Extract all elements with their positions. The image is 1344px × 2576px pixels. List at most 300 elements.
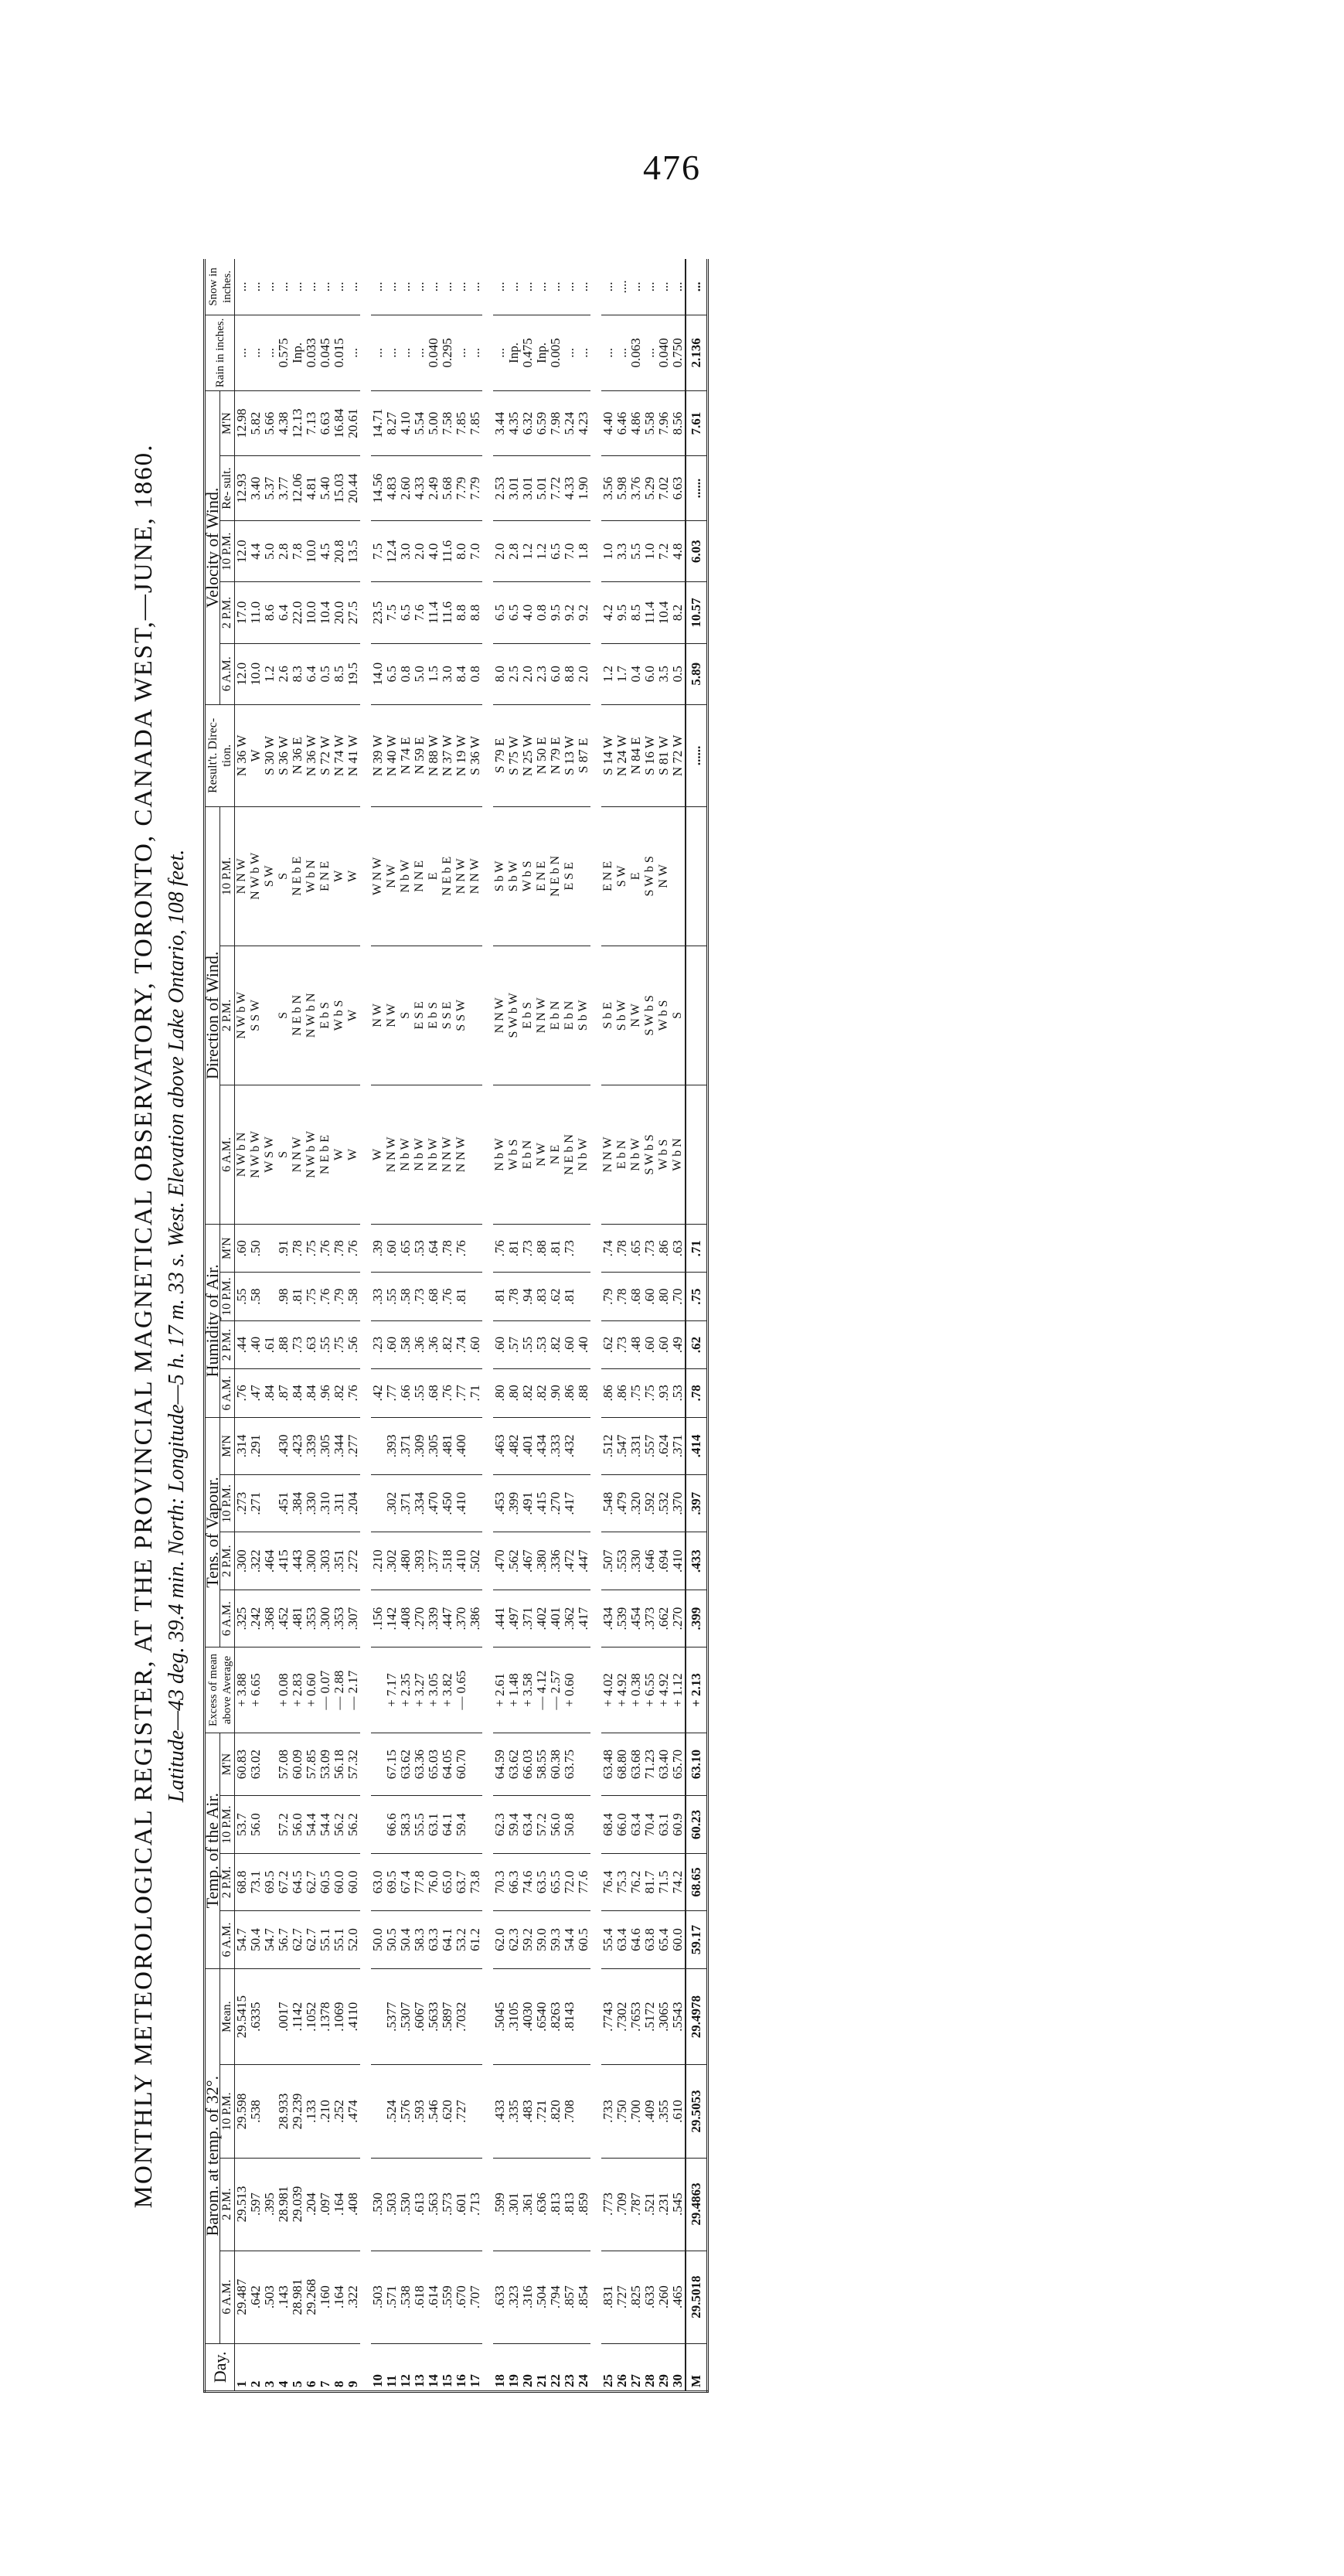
cell-barom-mean bbox=[468, 1968, 482, 2065]
cell-temp-10pm bbox=[371, 1796, 385, 1853]
header-snow: Snow in inches. bbox=[205, 259, 235, 315]
cell-direction-2pm: E S E bbox=[413, 946, 427, 1085]
cell-day: 18 bbox=[493, 2343, 507, 2391]
cell-day: 7 bbox=[318, 2343, 332, 2391]
cell-snow: ... bbox=[332, 259, 346, 315]
cell-barom-6am: .164 bbox=[332, 2251, 346, 2343]
cell-direction-6am: N E bbox=[549, 1085, 563, 1224]
cell-temp-mean: 63.62 bbox=[507, 1733, 521, 1796]
cell-temp-mean: 63.62 bbox=[399, 1733, 413, 1796]
cell-barom-10pm bbox=[263, 2065, 277, 2158]
cell-rain: ... bbox=[577, 315, 590, 390]
cell-snow: .... bbox=[615, 259, 629, 315]
cell-velocity-6am: 6.0 bbox=[643, 643, 657, 704]
cell-velocity-2pm: 9.2 bbox=[563, 582, 577, 643]
cell-direction-10pm: N E b N bbox=[549, 806, 563, 946]
cell-barom-2pm: .813 bbox=[563, 2158, 577, 2251]
cell-temp-6am: 60.0 bbox=[671, 1911, 686, 1968]
cell-vapour-mean: .331 bbox=[629, 1417, 643, 1474]
cell-snow: ... bbox=[657, 259, 671, 315]
cell-direction-6am: N W b N bbox=[235, 1085, 250, 1224]
cell-temp-mean: 68.80 bbox=[615, 1733, 629, 1796]
cell-temp-10pm: 54.4 bbox=[318, 1796, 332, 1853]
cell-day: 29 bbox=[657, 2343, 671, 2391]
cell-humidity-mean: .73 bbox=[563, 1224, 577, 1272]
cell-day: 13 bbox=[413, 2343, 427, 2391]
cell-vapour-6am: .270 bbox=[671, 1590, 686, 1647]
table-row bbox=[521, 259, 535, 2392]
cell-resultant-direction: N 41 W bbox=[346, 704, 360, 806]
cell-vapour-2pm: .302 bbox=[385, 1532, 399, 1590]
cell-humidity-2pm: .82 bbox=[441, 1320, 454, 1368]
cell-direction-2pm: E b S bbox=[521, 946, 535, 1085]
cell-humidity-2pm: .23 bbox=[371, 1320, 385, 1368]
cell-velocity-6am: 2.3 bbox=[535, 643, 549, 704]
cell-velocity-6am: 14.0 bbox=[371, 643, 385, 704]
cell-direction-2pm: N W b W bbox=[235, 946, 250, 1085]
cell-snow: ... bbox=[399, 259, 413, 315]
cell-humidity-10pm: .79 bbox=[332, 1273, 346, 1320]
cell-humidity-10pm: .62 bbox=[549, 1273, 563, 1320]
cell-velocity-2pm: 6.4 bbox=[277, 582, 291, 643]
cell-barom-6am: .260 bbox=[657, 2251, 671, 2343]
cell-direction-2pm: S b E bbox=[601, 946, 615, 1085]
cell-temp-6am: 63.4 bbox=[615, 1911, 629, 1968]
cell-resultant-direction: N 74 E bbox=[399, 704, 413, 806]
cell-humidity-6am: .42 bbox=[371, 1369, 385, 1417]
cell-direction-10pm bbox=[577, 806, 590, 946]
cell-humidity-10pm: .58 bbox=[249, 1273, 263, 1320]
table-row bbox=[346, 259, 360, 2392]
cell-barom-6am: .642 bbox=[249, 2251, 263, 2343]
cell-vapour-mean: .414 bbox=[686, 1417, 708, 1474]
cell-velocity-result: 5.40 bbox=[318, 456, 332, 521]
cell-vapour-mean: .291 bbox=[249, 1417, 263, 1474]
cell-vapour-mean: .305 bbox=[318, 1417, 332, 1474]
cell-barom-2pm: .530 bbox=[399, 2158, 413, 2251]
cell-temp-6am: 59.17 bbox=[686, 1911, 708, 1968]
cell-vapour-mean: .371 bbox=[671, 1417, 686, 1474]
cell-vapour-2pm: .351 bbox=[332, 1532, 346, 1590]
cell-direction-2pm bbox=[263, 946, 277, 1085]
subheader-mean: M'N bbox=[220, 1733, 235, 1796]
cell-humidity-mean: .53 bbox=[413, 1224, 427, 1272]
subheader-2pm: 2 P.M. bbox=[220, 582, 235, 643]
subheader-6am: 6 A.M. bbox=[220, 1911, 235, 1968]
cell-temp-mean: 60.38 bbox=[549, 1733, 563, 1796]
cell-direction-10pm: N W b W bbox=[249, 806, 263, 946]
cell-velocity-2pm: 11.0 bbox=[249, 582, 263, 643]
cell-excess: — 0.65 bbox=[454, 1647, 468, 1733]
cell-vapour-mean: .344 bbox=[332, 1417, 346, 1474]
cell-humidity-2pm: .40 bbox=[249, 1320, 263, 1368]
cell-temp-6am: 60.5 bbox=[577, 1911, 590, 1968]
cell-barom-6am: .854 bbox=[577, 2251, 590, 2343]
cell-vapour-mean bbox=[468, 1417, 482, 1474]
cell-velocity-mean: 6.63 bbox=[318, 391, 332, 456]
cell-excess bbox=[577, 1647, 590, 1733]
cell-direction-6am: N b W bbox=[413, 1085, 427, 1224]
cell-velocity-mean: 5.00 bbox=[427, 391, 441, 456]
subheader-2pm: 2 P.M. bbox=[220, 946, 235, 1085]
subheader-2pm: 2 P.M. bbox=[220, 1320, 235, 1368]
cell-day: 22 bbox=[549, 2343, 563, 2391]
cell-velocity-mean: 5.54 bbox=[413, 391, 427, 456]
cell-snow: ... bbox=[277, 259, 291, 315]
cell-snow: ... bbox=[577, 259, 590, 315]
cell-vapour-6am: .401 bbox=[549, 1590, 563, 1647]
cell-humidity-6am: .55 bbox=[413, 1369, 427, 1417]
cell-humidity-6am: .90 bbox=[549, 1369, 563, 1417]
cell-vapour-10pm: .450 bbox=[441, 1475, 454, 1532]
subheader-2pm: 2 P.M. bbox=[220, 1853, 235, 1910]
cell-barom-10pm bbox=[468, 2065, 482, 2158]
cell-velocity-mean: 7.13 bbox=[305, 391, 318, 456]
cell-direction-6am: W bbox=[371, 1085, 385, 1224]
table-row bbox=[454, 259, 468, 2392]
cell-humidity-mean: .76 bbox=[454, 1224, 468, 1272]
table-row bbox=[413, 259, 427, 2392]
cell-temp-2pm: 65.0 bbox=[441, 1853, 454, 1910]
cell-direction-10pm: N b W bbox=[399, 806, 413, 946]
subheader-mean: M'N bbox=[220, 1224, 235, 1272]
cell-barom-10pm: .524 bbox=[385, 2065, 399, 2158]
cell-temp-mean: 57.08 bbox=[277, 1733, 291, 1796]
cell-excess: + 2.13 bbox=[686, 1647, 708, 1733]
cell-velocity-result: 2.49 bbox=[427, 456, 441, 521]
cell-vapour-10pm: .271 bbox=[249, 1475, 263, 1532]
cell-velocity-10pm: 5.5 bbox=[629, 521, 643, 582]
cell-velocity-6am: 1.7 bbox=[615, 643, 629, 704]
cell-vapour-mean: .333 bbox=[549, 1417, 563, 1474]
cell-day: 30 bbox=[671, 2343, 686, 2391]
cell-direction-10pm: W N W bbox=[371, 806, 385, 946]
cell-direction-6am: E b N bbox=[615, 1085, 629, 1224]
cell-snow: ... bbox=[291, 259, 305, 315]
cell-barom-10pm: .610 bbox=[671, 2065, 686, 2158]
cell-vapour-10pm: .397 bbox=[686, 1475, 708, 1532]
cell-humidity-6am: .53 bbox=[671, 1369, 686, 1417]
cell-barom-mean: .3065 bbox=[657, 1968, 671, 2065]
cell-velocity-result: 5.01 bbox=[535, 456, 549, 521]
cell-velocity-10pm: 1.2 bbox=[535, 521, 549, 582]
cell-rain: ... bbox=[249, 315, 263, 390]
cell-barom-2pm: .713 bbox=[468, 2158, 482, 2251]
table-row bbox=[563, 259, 577, 2392]
cell-direction-6am: N b W bbox=[629, 1085, 643, 1224]
cell-vapour-6am: .441 bbox=[493, 1590, 507, 1647]
cell-velocity-result: 5.29 bbox=[643, 456, 657, 521]
cell-direction-10pm: N N W bbox=[468, 806, 482, 946]
cell-barom-10pm bbox=[577, 2065, 590, 2158]
cell-velocity-6am: 8.5 bbox=[332, 643, 346, 704]
cell-vapour-mean: .432 bbox=[563, 1417, 577, 1474]
cell-humidity-2pm: .57 bbox=[507, 1320, 521, 1368]
cell-velocity-10pm: 13.5 bbox=[346, 521, 360, 582]
cell-velocity-result: 4.81 bbox=[305, 456, 318, 521]
subheader-mean: M'N bbox=[220, 1417, 235, 1474]
cell-vapour-2pm: .336 bbox=[549, 1532, 563, 1590]
cell-day: 5 bbox=[291, 2343, 305, 2391]
cell-barom-10pm: .708 bbox=[563, 2065, 577, 2158]
cell-velocity-result: 4.33 bbox=[413, 456, 427, 521]
cell-excess: + 3.58 bbox=[521, 1647, 535, 1733]
cell-temp-10pm: 57.2 bbox=[535, 1796, 549, 1853]
cell-velocity-6am: 0.8 bbox=[399, 643, 413, 704]
cell-barom-mean bbox=[371, 1968, 385, 2065]
cell-barom-6am: .503 bbox=[371, 2251, 385, 2343]
cell-humidity-mean: .64 bbox=[427, 1224, 441, 1272]
cell-vapour-2pm: .300 bbox=[305, 1532, 318, 1590]
cell-velocity-mean: 4.40 bbox=[601, 391, 615, 456]
cell-vapour-6am: .300 bbox=[318, 1590, 332, 1647]
cell-velocity-6am: 1.2 bbox=[601, 643, 615, 704]
cell-vapour-6am: .539 bbox=[615, 1590, 629, 1647]
cell-day: 27 bbox=[629, 2343, 643, 2391]
cell-barom-10pm: .576 bbox=[399, 2065, 413, 2158]
subheader-6am: 6 A.M. bbox=[220, 643, 235, 704]
cell-barom-mean: 29.5415 bbox=[235, 1968, 250, 2065]
cell-humidity-2pm: .55 bbox=[521, 1320, 535, 1368]
cell-excess: + 0.60 bbox=[563, 1647, 577, 1733]
cell-vapour-mean: .314 bbox=[235, 1417, 250, 1474]
cell-vapour-2pm: .415 bbox=[277, 1532, 291, 1590]
cell-excess: + 4.92 bbox=[615, 1647, 629, 1733]
cell-humidity-2pm: .60 bbox=[643, 1320, 657, 1368]
cell-velocity-6am: 12.0 bbox=[235, 643, 250, 704]
cell-humidity-10pm: .78 bbox=[615, 1273, 629, 1320]
cell-rain: 0.750 bbox=[671, 315, 686, 390]
subheader-mean: M'N bbox=[220, 391, 235, 456]
cell-temp-2pm: 71.5 bbox=[657, 1853, 671, 1910]
cell-direction-10pm: S bbox=[277, 806, 291, 946]
cell-velocity-6am: 0.5 bbox=[671, 643, 686, 704]
cell-resultant-direction: S 79 E bbox=[493, 704, 507, 806]
cell-rain: 0.033 bbox=[305, 315, 318, 390]
cell-direction-10pm: E N E bbox=[601, 806, 615, 946]
cell-snow: ... bbox=[563, 259, 577, 315]
cell-day: 20 bbox=[521, 2343, 535, 2391]
cell-velocity-6am: 2.5 bbox=[507, 643, 521, 704]
cell-barom-10pm: .721 bbox=[535, 2065, 549, 2158]
cell-vapour-6am: .371 bbox=[521, 1590, 535, 1647]
cell-temp-6am: 54.7 bbox=[235, 1911, 250, 1968]
cell-vapour-6am: .368 bbox=[263, 1590, 277, 1647]
cell-vapour-2pm: .470 bbox=[493, 1532, 507, 1590]
cell-temp-6am: 64.6 bbox=[629, 1911, 643, 1968]
cell-direction-2pm: N E b N bbox=[291, 946, 305, 1085]
cell-barom-10pm: .820 bbox=[549, 2065, 563, 2158]
cell-resultant-direction: N 74 W bbox=[332, 704, 346, 806]
cell-humidity-mean: .73 bbox=[521, 1224, 535, 1272]
cell-direction-2pm: W b S bbox=[332, 946, 346, 1085]
cell-vapour-10pm: .334 bbox=[413, 1475, 427, 1532]
cell-direction-6am: S W b S bbox=[643, 1085, 657, 1224]
cell-temp-mean: 60.83 bbox=[235, 1733, 250, 1796]
cell-excess bbox=[371, 1647, 385, 1733]
cell-direction-2pm: S bbox=[671, 946, 686, 1085]
cell-humidity-2pm: .55 bbox=[318, 1320, 332, 1368]
cell-temp-6am: 65.4 bbox=[657, 1911, 671, 1968]
cell-excess: + 6.55 bbox=[643, 1647, 657, 1733]
cell-direction-6am: N b W bbox=[577, 1085, 590, 1224]
cell-direction-6am: N N W bbox=[441, 1085, 454, 1224]
cell-velocity-2pm: 8.2 bbox=[671, 582, 686, 643]
cell-vapour-mean: .339 bbox=[305, 1417, 318, 1474]
cell-vapour-10pm bbox=[371, 1475, 385, 1532]
cell-humidity-6am: .82 bbox=[521, 1369, 535, 1417]
cell-barom-6am: .503 bbox=[263, 2251, 277, 2343]
cell-barom-mean: .6540 bbox=[535, 1968, 549, 2065]
cell-humidity-mean: .78 bbox=[332, 1224, 346, 1272]
cell-humidity-6am: .76 bbox=[235, 1369, 250, 1417]
cell-direction-10pm: E N E bbox=[535, 806, 549, 946]
cell-velocity-6am: 2.6 bbox=[277, 643, 291, 704]
cell-barom-2pm: .773 bbox=[601, 2158, 615, 2251]
cell-resultant-direction: W bbox=[249, 704, 263, 806]
cell-barom-2pm: .563 bbox=[427, 2158, 441, 2251]
cell-excess: + 0.08 bbox=[277, 1647, 291, 1733]
cell-humidity-10pm: .68 bbox=[427, 1273, 441, 1320]
cell-velocity-mean: 4.38 bbox=[277, 391, 291, 456]
cell-barom-10pm: .483 bbox=[521, 2065, 535, 2158]
cell-excess: + 3.88 bbox=[235, 1647, 250, 1733]
header-wind-direction: Direction of Wind. bbox=[205, 806, 220, 1224]
cell-velocity-6am: 6.4 bbox=[305, 643, 318, 704]
cell-velocity-10pm: 7.8 bbox=[291, 521, 305, 582]
cell-velocity-2pm: 8.8 bbox=[468, 582, 482, 643]
cell-velocity-result: 4.83 bbox=[385, 456, 399, 521]
cell-humidity-10pm: .58 bbox=[399, 1273, 413, 1320]
cell-temp-6am: 56.7 bbox=[277, 1911, 291, 1968]
cell-temp-6am: 50.4 bbox=[249, 1911, 263, 1968]
cell-humidity-mean: .75 bbox=[305, 1224, 318, 1272]
cell-direction-2pm: N W b N bbox=[305, 946, 318, 1085]
cell-snow: ... bbox=[468, 259, 482, 315]
cell-velocity-mean: 5.24 bbox=[563, 391, 577, 456]
cell-temp-2pm: 63.0 bbox=[371, 1853, 385, 1910]
cell-velocity-2pm: 10.4 bbox=[657, 582, 671, 643]
cell-temp-6am: 50.5 bbox=[385, 1911, 399, 1968]
cell-snow: ... bbox=[427, 259, 441, 315]
cell-snow: ... bbox=[305, 259, 318, 315]
cell-barom-6am: .316 bbox=[521, 2251, 535, 2343]
cell-rain: ... bbox=[399, 315, 413, 390]
cell-excess bbox=[468, 1647, 482, 1733]
cell-day: 4 bbox=[277, 2343, 291, 2391]
cell-resultant-direction: S 36 W bbox=[468, 704, 482, 806]
cell-velocity-mean: 3.44 bbox=[493, 391, 507, 456]
cell-temp-10pm: 66.6 bbox=[385, 1796, 399, 1853]
cell-barom-6am: .504 bbox=[535, 2251, 549, 2343]
table-row bbox=[277, 259, 291, 2392]
cell-velocity-6am: 2.0 bbox=[521, 643, 535, 704]
cell-velocity-6am: 5.0 bbox=[413, 643, 427, 704]
cell-barom-mean: .8143 bbox=[563, 1968, 577, 2065]
cell-humidity-mean: .78 bbox=[615, 1224, 629, 1272]
cell-humidity-10pm: .58 bbox=[346, 1273, 360, 1320]
cell-velocity-2pm: 4.0 bbox=[521, 582, 535, 643]
cell-resultant-direction: S 81 W bbox=[657, 704, 671, 806]
cell-temp-mean: 65.03 bbox=[427, 1733, 441, 1796]
cell-excess: + 2.83 bbox=[291, 1647, 305, 1733]
cell-velocity-10pm: 2.0 bbox=[413, 521, 427, 582]
cell-vapour-10pm: .371 bbox=[399, 1475, 413, 1532]
cell-velocity-mean: 8.56 bbox=[671, 391, 686, 456]
cell-velocity-mean: 12.13 bbox=[291, 391, 305, 456]
cell-day: 15 bbox=[441, 2343, 454, 2391]
cell-humidity-2pm: .60 bbox=[493, 1320, 507, 1368]
cell-temp-6am: 61.2 bbox=[468, 1911, 482, 1968]
cell-temp-2pm: 72.0 bbox=[563, 1853, 577, 1910]
cell-vapour-2pm: .447 bbox=[577, 1532, 590, 1590]
cell-temp-6am: 55.1 bbox=[332, 1911, 346, 1968]
cell-direction-2pm: S S E bbox=[441, 946, 454, 1085]
cell-day: 21 bbox=[535, 2343, 549, 2391]
subheader-10pm: 10 P.M. bbox=[220, 2065, 235, 2158]
subheader-6am: 6 A.M. bbox=[220, 1590, 235, 1647]
cell-excess: + 0.60 bbox=[305, 1647, 318, 1733]
cell-humidity-mean: .50 bbox=[249, 1224, 263, 1272]
table-row bbox=[671, 259, 686, 2392]
cell-resultant-direction: S 75 W bbox=[507, 704, 521, 806]
cell-vapour-6am: .662 bbox=[657, 1590, 671, 1647]
cell-temp-mean: 65.70 bbox=[671, 1733, 686, 1796]
cell-barom-2pm: .204 bbox=[305, 2158, 318, 2251]
cell-direction-6am: N W bbox=[535, 1085, 549, 1224]
cell-humidity-6am: .86 bbox=[601, 1369, 615, 1417]
cell-velocity-mean: 8.27 bbox=[385, 391, 399, 456]
cell-temp-10pm bbox=[577, 1796, 590, 1853]
table-row bbox=[535, 259, 549, 2392]
cell-barom-mean: .5045 bbox=[493, 1968, 507, 2065]
cell-temp-10pm: 70.4 bbox=[643, 1796, 657, 1853]
cell-vapour-6am: .447 bbox=[441, 1590, 454, 1647]
table-body bbox=[235, 259, 686, 2392]
cell-vapour-2pm: .322 bbox=[249, 1532, 263, 1590]
cell-humidity-mean: .39 bbox=[371, 1224, 385, 1272]
cell-humidity-mean: .76 bbox=[346, 1224, 360, 1272]
cell-temp-mean: 63.40 bbox=[657, 1733, 671, 1796]
cell-temp-mean: 53.09 bbox=[318, 1733, 332, 1796]
cell-snow: ... bbox=[671, 259, 686, 315]
cell-resultant-direction: S 87 E bbox=[577, 704, 590, 806]
cell-velocity-2pm: 4.2 bbox=[601, 582, 615, 643]
cell-day: 1 bbox=[235, 2343, 250, 2391]
cell-velocity-10pm: 20.8 bbox=[332, 521, 346, 582]
cell-vapour-10pm: .470 bbox=[427, 1475, 441, 1532]
cell-velocity-result: 7.79 bbox=[468, 456, 482, 521]
cell-direction-2pm: S S W bbox=[249, 946, 263, 1085]
cell-vapour-6am: .362 bbox=[563, 1590, 577, 1647]
cell-excess: — 2.88 bbox=[332, 1647, 346, 1733]
cell-humidity-2pm: .49 bbox=[671, 1320, 686, 1368]
cell-humidity-mean: .76 bbox=[493, 1224, 507, 1272]
cell-barom-mean: .4110 bbox=[346, 1968, 360, 2065]
cell-barom-2pm: .813 bbox=[549, 2158, 563, 2251]
header-excess: Excess of mean above Average bbox=[205, 1647, 235, 1733]
cell-snow: ... bbox=[318, 259, 332, 315]
cell-direction-10pm: S b W bbox=[507, 806, 521, 946]
cell-velocity-10pm: 7.5 bbox=[371, 521, 385, 582]
cell-temp-6am: 64.1 bbox=[441, 1911, 454, 1968]
cell-humidity-2pm: .73 bbox=[615, 1320, 629, 1368]
cell-vapour-2pm: .380 bbox=[535, 1532, 549, 1590]
cell-vapour-6am: .386 bbox=[468, 1590, 482, 1647]
cell-resultant-direction: S 16 W bbox=[643, 704, 657, 806]
cell-excess: + 6.65 bbox=[249, 1647, 263, 1733]
cell-velocity-2pm: 9.2 bbox=[577, 582, 590, 643]
